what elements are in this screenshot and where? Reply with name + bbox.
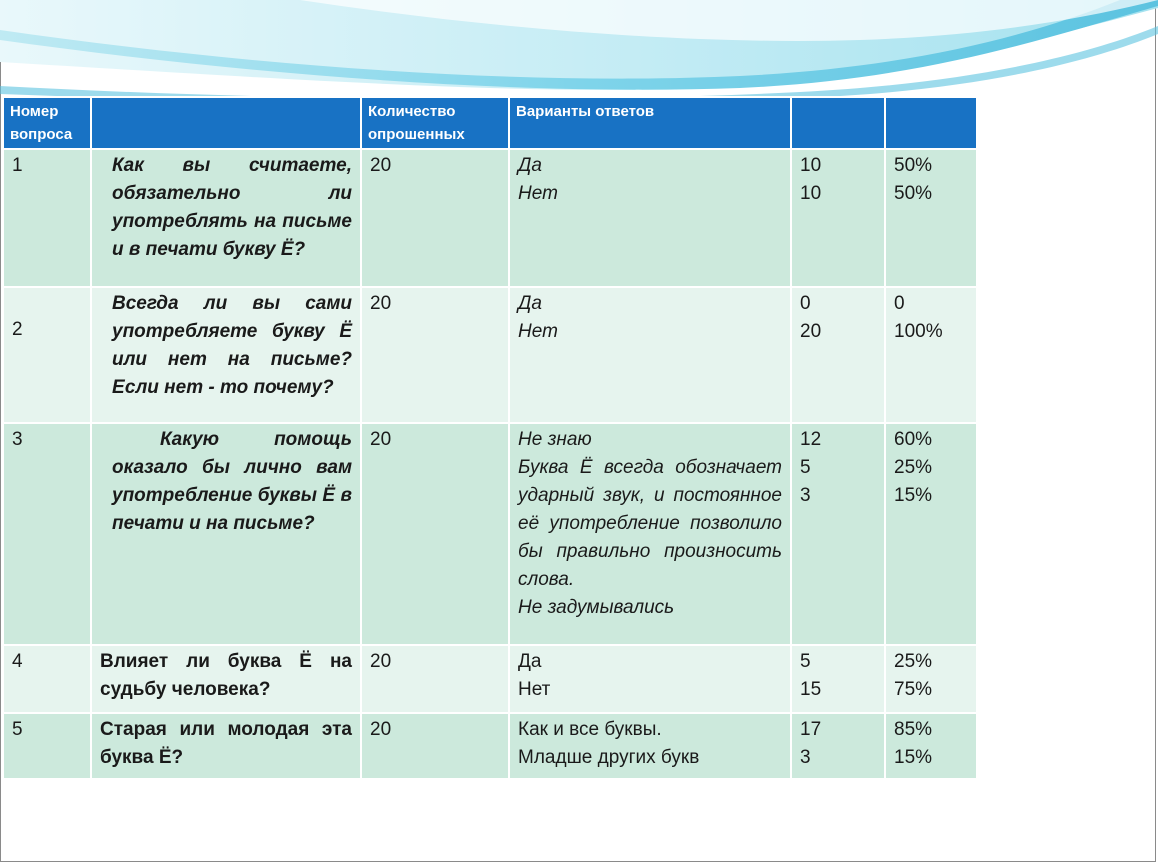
- answer-option: Не задумывались: [518, 597, 675, 618]
- table-header-row: [3, 97, 977, 149]
- answer-counts: [791, 645, 885, 713]
- answer-percent: 0: [894, 293, 905, 314]
- answer-count: 5: [800, 457, 811, 478]
- header-number: Номер вопроса: [3, 97, 91, 149]
- respondents-count: 20: [361, 713, 509, 779]
- answer-percent: 85%: [894, 719, 933, 740]
- answer-option: Да: [518, 651, 542, 672]
- table-row: [3, 713, 977, 779]
- question-text: Влияет ли буква Ё на судьбу человека?: [91, 645, 361, 713]
- table-row: [3, 149, 977, 287]
- answer-option: Нет: [518, 321, 558, 342]
- question-number: 3: [3, 423, 91, 645]
- question-number: 4: [3, 645, 91, 713]
- answer-percent: 100%: [894, 321, 943, 342]
- header-answers: Варианты ответов: [509, 97, 791, 149]
- header-respondents: Количество опрошенных: [361, 97, 509, 149]
- answer-option: Нет: [518, 679, 551, 700]
- answer-option: Младше других букв: [518, 747, 700, 768]
- answer-option: Нет: [518, 183, 558, 204]
- answer-percent: 25%: [894, 457, 933, 478]
- question-text: Всегда ли вы сами употребляете букву Ё или нет на письме? Если нет - то почему?: [91, 287, 361, 423]
- answer-counts: [791, 149, 885, 287]
- answer-options: [509, 423, 791, 645]
- header-count: [791, 97, 885, 149]
- answer-count: 15: [800, 679, 822, 700]
- answer-percent: 25%: [894, 651, 933, 672]
- header-percent: [885, 97, 977, 149]
- respondents-count: 20: [361, 645, 509, 713]
- answer-count: 17: [800, 719, 822, 740]
- answer-count: 3: [800, 747, 811, 768]
- survey-table: [2, 96, 978, 780]
- question-number: 2: [3, 287, 91, 423]
- answer-count: 10: [800, 155, 822, 176]
- question-text: Как вы считаете, обязательно ли употреблять на письме и в печати букву Ё?: [91, 149, 361, 287]
- header-question: [91, 97, 361, 149]
- answer-option: Буква Ё всегда обозначает ударный звук, и постоянное её употребление позволило бы правильно произносить слова.: [518, 457, 782, 590]
- answer-percent: 50%: [894, 155, 933, 176]
- answer-counts: [791, 287, 885, 423]
- answer-options: [509, 645, 791, 713]
- answer-count: 3: [800, 485, 811, 506]
- answer-percent: 15%: [894, 485, 933, 506]
- answer-options: [509, 149, 791, 287]
- answer-percents: [885, 423, 977, 645]
- answer-percent: 15%: [894, 747, 933, 768]
- answer-option: Да: [518, 155, 542, 176]
- answer-percents: [885, 287, 977, 423]
- decorative-wave: [0, 0, 1158, 100]
- answer-option: Да: [518, 293, 542, 314]
- question-text: Какую помощь оказало бы лично вам употребление буквы Ё в печати и на письме?: [91, 423, 361, 645]
- answer-percents: [885, 713, 977, 779]
- answer-count: 5: [800, 651, 811, 672]
- table-row: [3, 645, 977, 713]
- answer-counts: [791, 423, 885, 645]
- answer-counts: [791, 713, 885, 779]
- answer-option: Не знаю: [518, 429, 592, 450]
- respondents-count: 20: [361, 287, 509, 423]
- answer-count: 12: [800, 429, 822, 450]
- question-text: Старая или молодая эта буква Ё?: [91, 713, 361, 779]
- answer-percent: 75%: [894, 679, 933, 700]
- answer-option: Как и все буквы.: [518, 719, 662, 740]
- answer-count: 10: [800, 183, 822, 204]
- question-number: 5: [3, 713, 91, 779]
- answer-percents: [885, 149, 977, 287]
- table-row: [3, 423, 977, 645]
- table-row: [3, 287, 977, 423]
- answer-options: [509, 713, 791, 779]
- answer-count: 20: [800, 321, 822, 342]
- answer-count: 0: [800, 293, 811, 314]
- respondents-count: 20: [361, 149, 509, 287]
- question-number: 1: [3, 149, 91, 287]
- answer-percents: [885, 645, 977, 713]
- answer-options: [509, 287, 791, 423]
- respondents-count: 20: [361, 423, 509, 645]
- answer-percent: 50%: [894, 183, 933, 204]
- answer-percent: 60%: [894, 429, 933, 450]
